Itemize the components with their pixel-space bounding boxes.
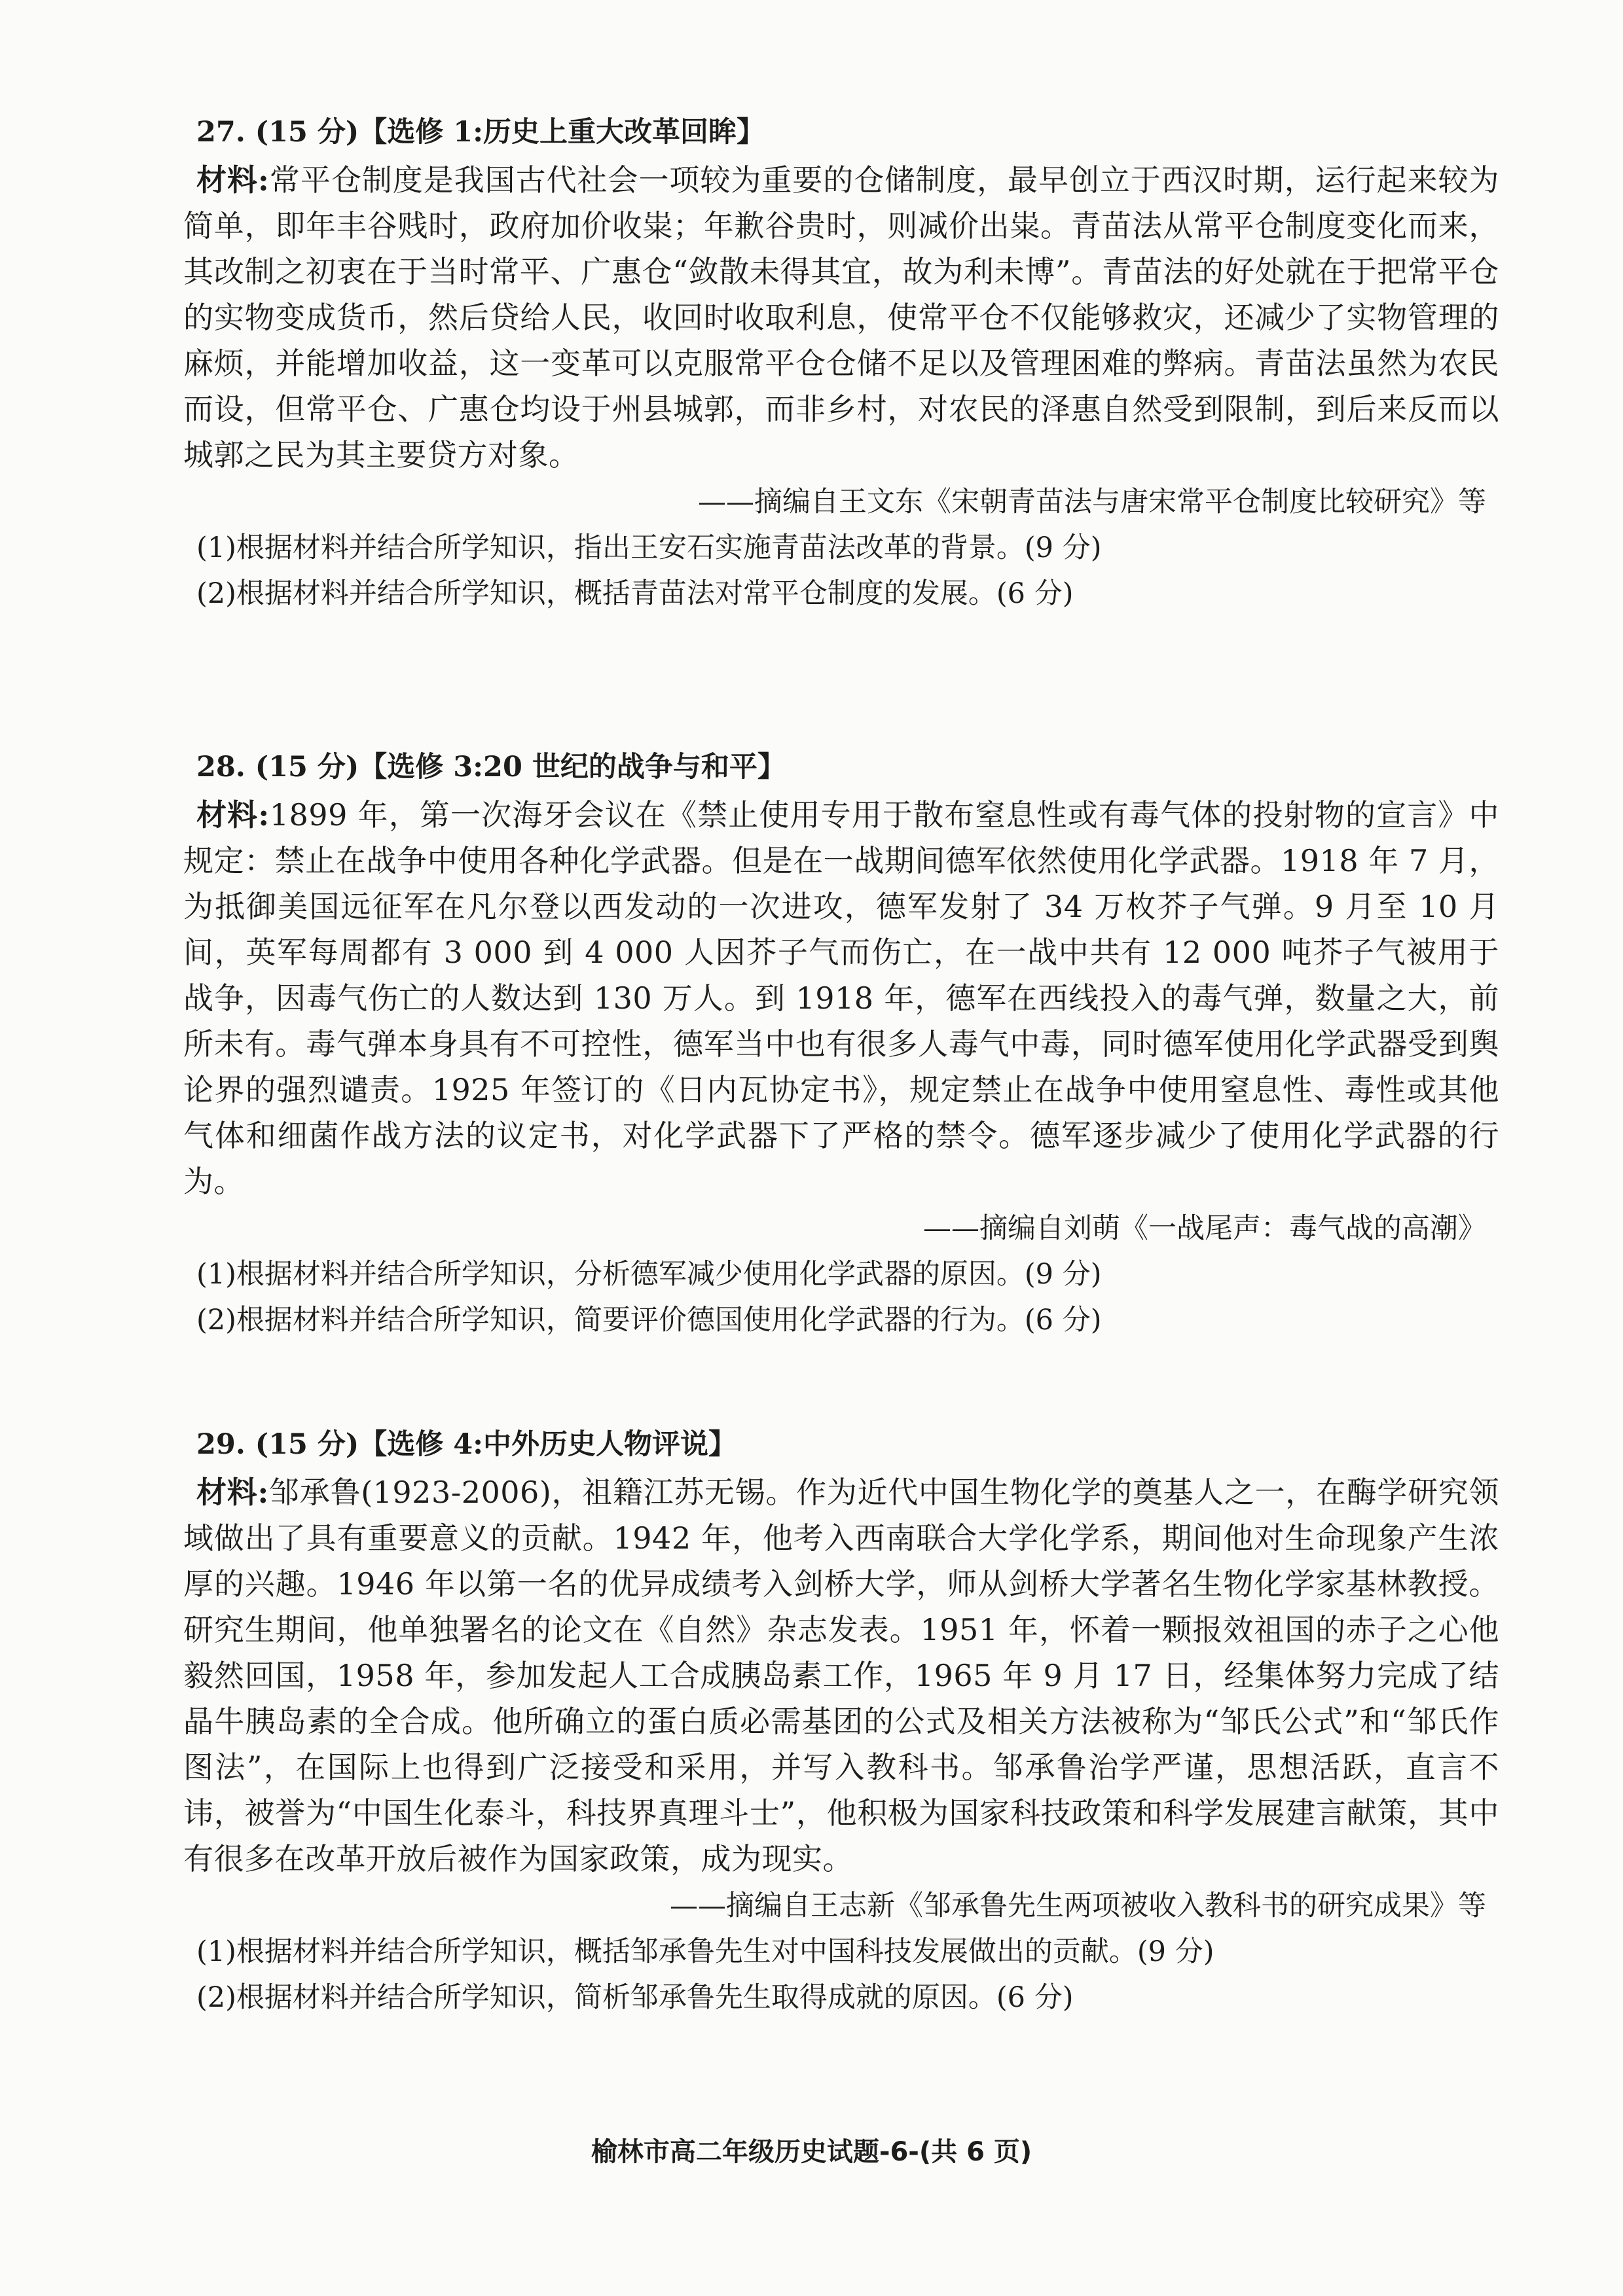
question-27-sub1: (1)根据材料并结合所学知识，指出王安石实施青苗法改革的背景。(9 分)	[196, 531, 1102, 564]
material-label: 材料:	[196, 1475, 269, 1510]
question-28-material-text: 1899 年，第一次海牙会议在《禁止使用专用于散布窒息性或有毒气体的投射物的宣言》中规定：禁止在战争中使用各种化学武器。但是在一战期间德军依然使用化学武器。1918 年 7 月，为抵御美国远征军在凡尔登以西发动的一次进攻，德军发射了 34 万枚芥子气弹。9 月至 10 月间，英军每周都有 3 000 到 4 000 人因芥子气而伤亡，在一战中共有 12 000 吨芥子气被用于战争，因毒气伤亡的人数达到 130 万人。到 1918 年，德军在西线投入的毒气弹，数量之大，前所未有。毒气弹本身具有不可控性，德军当中也有很多人毒气中毒，同时德军使用化学武器受到舆论界的强烈谴责。1925 年签订的《日内瓦协定书》，规定禁止在战争中使用窒息性、毒性或其他气体和细菌作战方法的议定书，对化学武器下了严格的禁令。德军逐步减少了使用化学武器的行为。	[183, 797, 1499, 1199]
question-27-source: ——摘编自王文东《宋朝青苗法与唐宋常平仓制度比较研究》等	[698, 486, 1486, 518]
question-28	[183, 746, 1499, 1343]
question-29-header: 29. (15 分)【选修 4:中外历史人物评说】	[196, 1428, 737, 1461]
question-29-material	[183, 1469, 1499, 1882]
question-29-source: ——摘编自王志新《邹承鲁先生两项被收入教科书的研究成果》等	[670, 1890, 1486, 1922]
page-footer: 榆林市高二年级历史试题-6-(共 6 页)	[591, 2137, 1032, 2167]
question-28-material	[183, 792, 1499, 1204]
question-29-sub2: (2)根据材料并结合所学知识，简析邹承鲁先生取得成就的原因。(6 分)	[196, 1981, 1074, 2014]
question-28-sub2: (2)根据材料并结合所学知识，简要评价德国使用化学武器的行为。(6 分)	[196, 1304, 1102, 1336]
question-27-header: 27. (15 分)【选修 1:历史上重大改革回眸】	[196, 116, 765, 149]
question-27	[183, 111, 1499, 617]
material-label: 材料:	[196, 162, 270, 198]
question-27-material-text: 常平仓制度是我国古代社会一项较为重要的仓储制度，最早创立于西汉时期，运行起来较为简单，即年丰谷贱时，政府加价收粜；年歉谷贵时，则减价出粜。青苗法从常平仓制度变化而来，其改制之初衷在于当时常平、广惠仓“敛散未得其宜，故为利未博”。青苗法的好处就在于把常平仓的实物变成货币，然后贷给人民，收回时收取利息，使常平仓不仅能够救灾，还减少了实物管理的麻烦，并能增加收益，这一变革可以克服常平仓仓储不足以及管理困难的弊病。青苗法虽然为农民而设，但常平仓、广惠仓均设于州县城郭，而非乡村，对农民的泽惠自然受到限制，到后来反而以城郭之民为其主要贷方对象。	[183, 162, 1500, 473]
question-28-header: 28. (15 分)【选修 3:20 世纪的战争与和平】	[196, 751, 786, 783]
question-29	[183, 1424, 1499, 2020]
question-28-source: ——摘编自刘萌《一战尾声：毒气战的高潮》	[923, 1212, 1486, 1245]
question-27-sub2: (2)根据材料并结合所学知识，概括青苗法对常平仓制度的发展。(6 分)	[196, 577, 1074, 610]
material-label: 材料:	[196, 797, 270, 833]
question-28-sub1: (1)根据材料并结合所学知识，分析德军减少使用化学武器的原因。(9 分)	[196, 1258, 1102, 1291]
question-29-sub1: (1)根据材料并结合所学知识，概括邹承鲁先生对中国科技发展做出的贡献。(9 分)	[196, 1935, 1214, 1968]
question-29-material-text: 邹承鲁(1923-2006)，祖籍江苏无锡。作为近代中国生物化学的奠基人之一，在酶学研究领域做出了具有重要意义的贡献。1942 年，他考入西南联合大学化学系，期间他对生命现象产生浓厚的兴趣。1946 年以第一名的优异成绩考入剑桥大学，师从剑桥大学著名生物化学家基林教授。研究生期间，他单独署名的论文在《自然》杂志发表。1951 年，怀着一颗报效祖国的赤子之心他毅然回国，1958 年，参加发起人工合成胰岛素工作，1965 年 9 月 17 日，经集体努力完成了结晶牛胰岛素的全合成。他所确立的蛋白质必需基团的公式及相关方法被称为“邹氏公式”和“邹氏作图法”，在国际上也得到广泛接受和采用，并写入教科书。邹承鲁治学严谨，思想活跃，直言不讳，被誉为“中国生化泰斗，科技界真理斗士”，他积极为国家科技政策和科学发展建言献策，其中有很多在改革开放后被作为国家政策，成为现实。	[183, 1475, 1499, 1876]
question-27-material	[183, 157, 1499, 478]
